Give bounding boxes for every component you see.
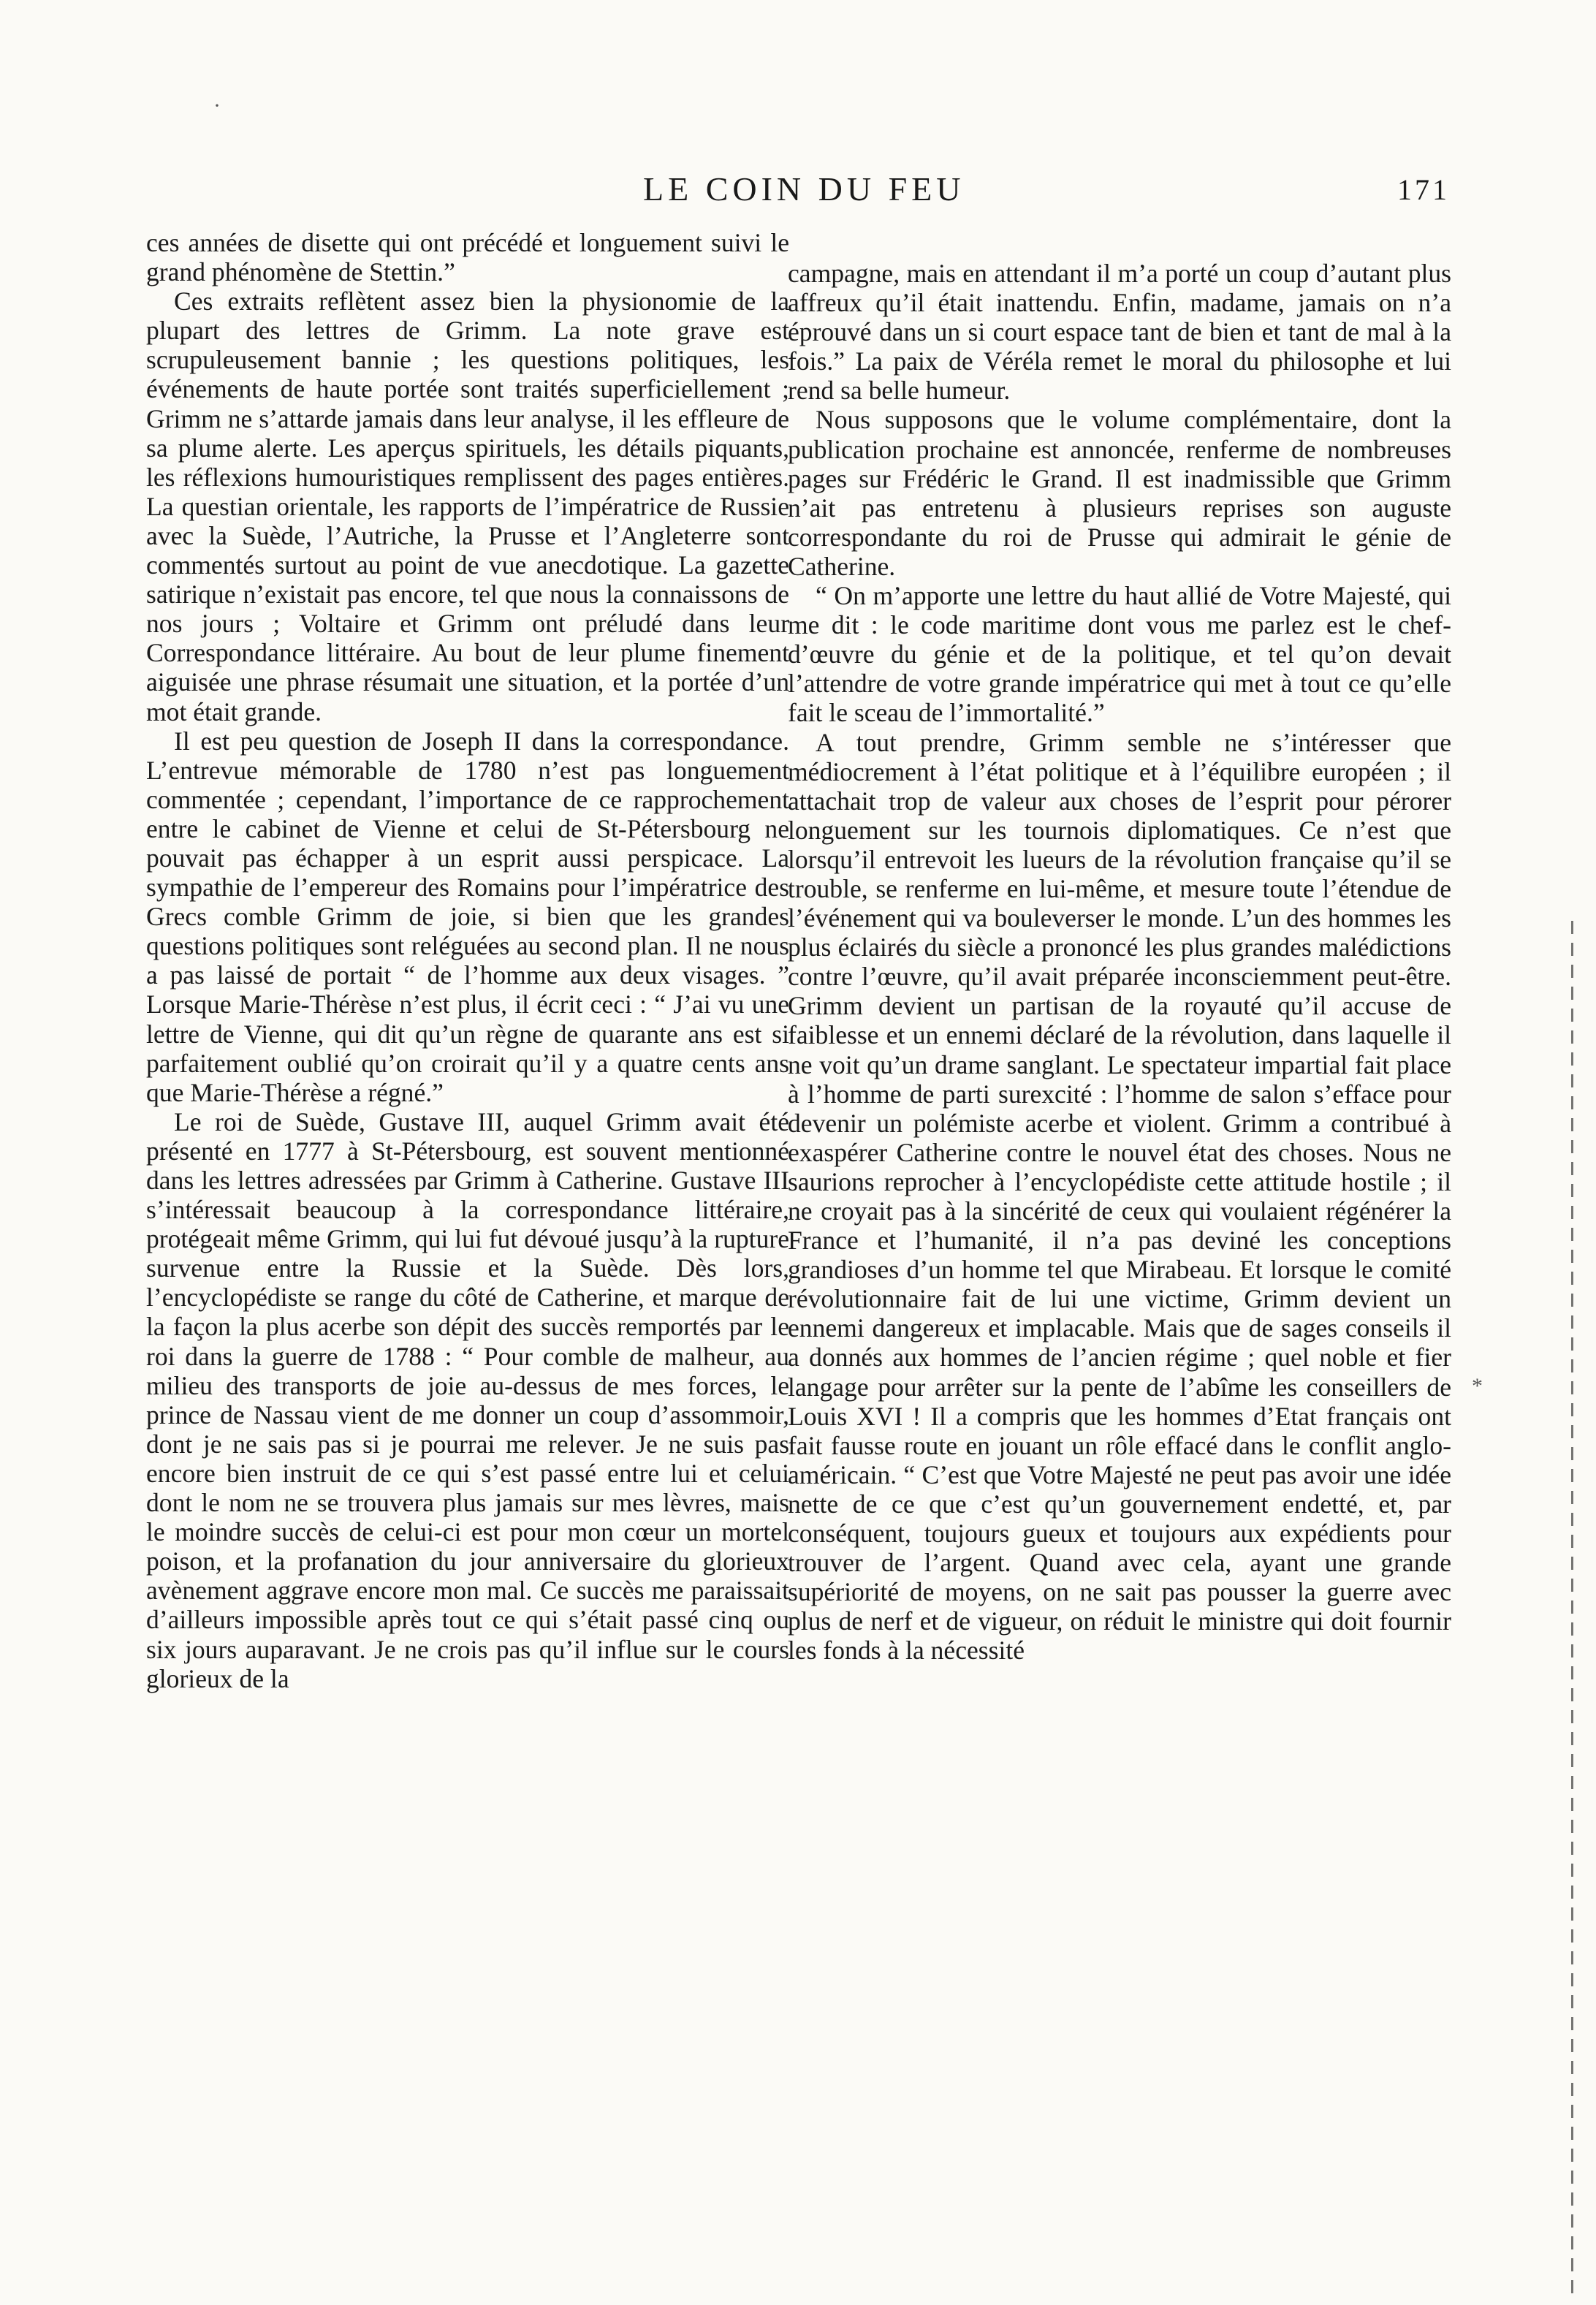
paragraph: Le roi de Suède, Gustave III, auquel Grimm avait été présenté en 1777 à St-Pétersbourg, est souvent mentionné dans les lettres adressées par Grimm à Catherine. Gustave III s’intéressait beaucoup à la correspondance littéraire, protégeait même Grimm, qui lui fut dévoué jusqu’à la rupture survenue entre la Russie et la Suède. Dès lors, l’encyclopédiste se range du côté de Catherine, et marque de la façon la plus acerbe son dépit des succès remportés par le roi dans la guerre de 1788 : “ Pour comble de malheur, au milieu des transports de joie au-dessus de mes forces, le prince de Nassau vient de me donner un coup d’assommoir, dont je ne sais pas si je pourrai me relever. Je ne suis pas encore bien instruit de ce qui s’est passé entre lui et celui dont le nom ne se trouvera plus jamais sur mes lèvres, mais le moindre succès de celui-ci est pour mon cœur un mortel poison, et la profanation du jour anniversaire du glorieux avènement aggrave encore mon mal. Ce succès me paraissait d’ailleurs impossible après tout ce qui s’était passé cinq ou six jours auparavant. Je ne crois pas qu’il influe sur le cours glorieux de la <box>146 1106 789 1693</box>
paragraph: Ces extraits reflètent assez bien la physionomie de la plupart des lettres de Grimm. La note grave est scrupuleusement bannie ; les questions politiques, les événements de haute portée sont traités superficiellement ; Grimm ne s’attarde jamais dans leur analyse, il les effleure de sa plume alerte. Les aperçus spirituels, les détails piquants, les réflexions humouristiques remplissent des pages entières. La questian orientale, les rapports de l’impératrice de Russie avec la Suède, l’Autriche, la Prusse et l’Angleterre sont commentés surtout au point de vue anecdotique. La gazette satirique n’existait pas encore, tel que nous la connaissons de nos jours ; Voltaire et Grimm ont préludé dans leur Correspondance littéraire. Au bout de leur plume finement aiguisée une phrase résumait une situation, et la portée d’un mot était grande. <box>146 286 789 726</box>
paragraph: ces années de disette qui ont précédé et longuement suivi le grand phénomène de Stettin.” <box>146 228 789 287</box>
paragraph: A tout prendre, Grimm semble ne s’intéresser que médiocrement à l’état politique et à l’équilibre européen ; il attachait trop de valeur aux choses de l’esprit pour pérorer longuement sur les tournois diplomatiques. Ce n’est que lorsqu’il entrevoit les lueurs de la révolution française qu’il se trouble, se renferme en lui-même, et mesure toute l’étendue de l’événement qui va bouleverser le monde. L’un des hommes les plus éclairés du siècle a prononcé les plus grandes malédictions contre l’œuvre, qu’il avait préparée inconsciemment peut-être. Grimm devient un partisan de la royauté qu’il accuse de faiblesse et un ennemi déclaré de la révolution, dans laquelle il ne voit qu’un drame sanglant. Le spectateur impartial fait place à l’homme de parti surexcité : l’homme de salon s’efface pour devenir un polémiste acerbe et violent. Grimm a contribué à exaspérer Catherine contre le nouvel état des choses. Nous ne saurions reprocher à l’encyclopédiste cette attitude hostile ; il ne croyait pas à la sincérité de ceux qui voulaient régénérer la France et l’humanité, il n’a pas deviné les conceptions grandioses d’un homme tel que Mirabeau. Et lorsque le comité révolutionnaire fait de lui une victime, Grimm devient un ennemi dangereux et implacable. Mais que de sages conseils il a donnés aux hommes de l’ancien régime ; quel noble et fier langage pour arrêter sur la pente de l’abîme les conseillers de Louis XVI ! Il a compris que les hommes d’Etat français ont fait fausse route en jouant un rôle effacé dans le conflit anglo-américain. “ C’est que Votre Majesté ne peut pas avoir une idée nette de ce que c’est qu’un gouvernement endetté, et, par conséquent, toujours gueux et toujours aux expédients pour trouver de l’argent. Quand avec cela, ayant une grande supériorité de moyens, on ne sait pas pousser la guerre avec plus de nerf et de vigueur, on réduit le ministre qui doit fournir les fonds à la nécessité <box>788 727 1451 1666</box>
right-text-column <box>788 259 1451 1666</box>
running-title: LE COIN DU FEU <box>643 170 965 208</box>
page-header <box>0 170 1596 221</box>
left-text-column <box>146 228 789 1693</box>
paragraph: Il est peu question de Joseph II dans la correspondance. L’entrevue mémorable de 1780 n’est pas longuement commentée ; cependant, l’importance de ce rapprochement entre le cabinet de Vienne et celui de St-Pétersbourg ne pouvait pas échapper à un esprit aussi perspicace. La sympathie de l’empereur des Romains pour l’impératrice des Grecs comble Grimm de joie, si bien que les grandes questions politiques sont reléguées au second plan. Il ne nous a pas laissé de portait “ de l’homme aux deux visages. ” Lorsque Marie-Thérèse n’est plus, il écrit ceci : “ J’ai vu une lettre de Vienne, qui dit qu’un règne de quarante ans est si parfaitement oublié qu’on croirait qu’il y a quatre cents ans que Marie-Thérèse a régné.” <box>146 726 789 1107</box>
paragraph: “ On m’apporte une lettre du haut allié de Votre Majesté, qui me dit : le code maritime dont vous me parlez est le chef-d’œuvre du génie et de la politique, et tel qu’on devait l’attendre de votre grande impératrice qui met à tout ce qu’elle fait le sceau de l’immortalité.” <box>788 581 1451 728</box>
margin-star-mark: * <box>1472 1374 1483 1398</box>
paragraph: campagne, mais en attendant il m’a porté un coup d’autant plus affreux qu’il était inattendu. Enfin, madame, jamais on n’a éprouvé dans un si court espace tant de bien et tant de mal à la fois.” La paix de Véréla remet le moral du philosophe et lui rend sa belle humeur. <box>788 259 1451 406</box>
paragraph: Nous supposons que le volume complémentaire, dont la publication prochaine est annoncée, renferme de nombreuses pages sur Frédéric le Grand. Il est inadmissible que Grimm n’ait pas entretenu à plusieurs reprises son auguste correspondante du roi de Prusse qui admirait le génie de Catherine. <box>788 405 1451 581</box>
page-number: 171 <box>1397 173 1450 206</box>
stray-dot-mark: · <box>213 94 221 118</box>
page-edge-line <box>1571 921 1573 2302</box>
